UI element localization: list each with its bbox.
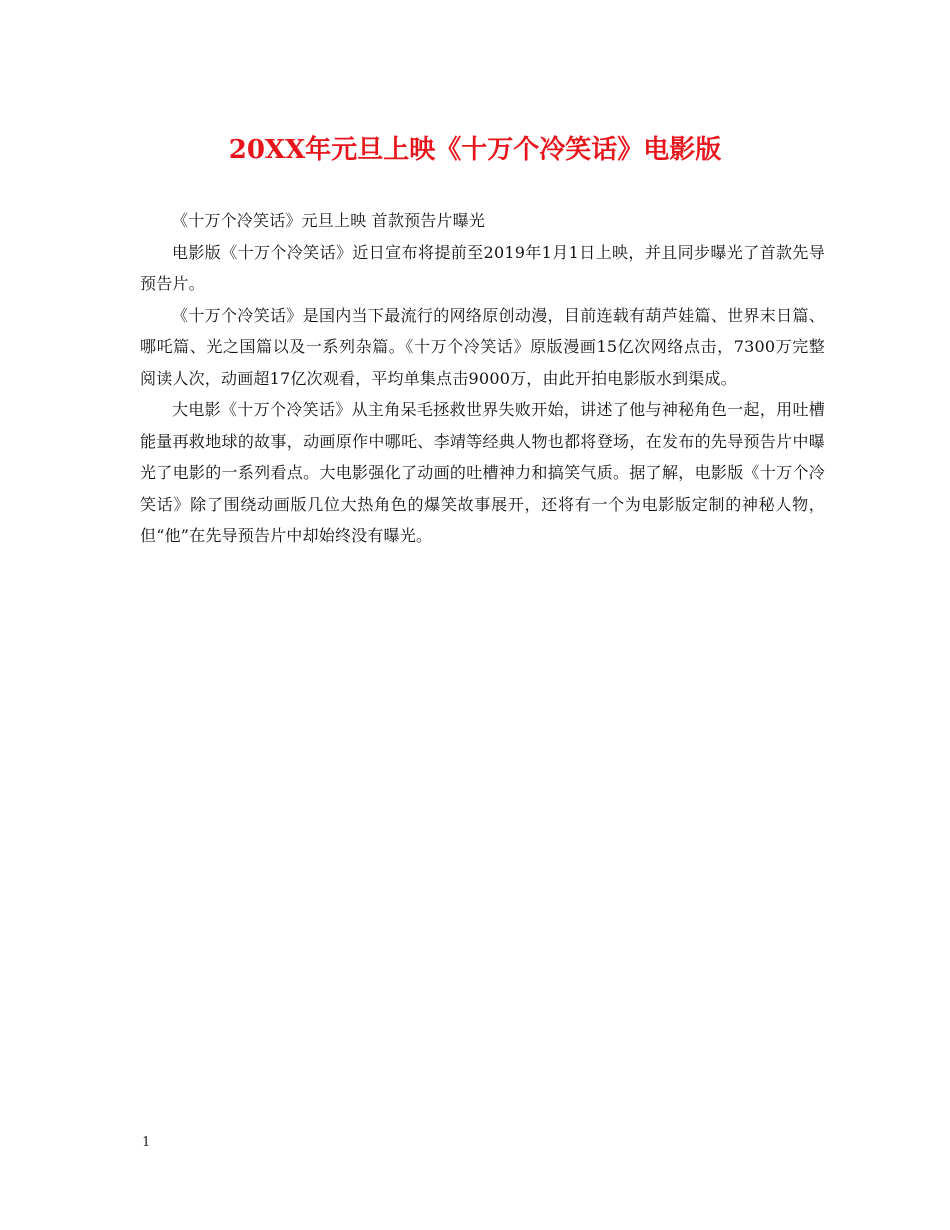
page-number: 1 — [142, 1135, 151, 1150]
paragraph-story: 大电影《十万个冷笑话》从主角呆毛拯救世界失败开始，讲述了他与神秘角色一起，用吐槽能量再救地球的故事，动画原作中哪吒、李靖等经典人物也都将登场，在发布的先导预告片中曝光了电影的一系列看点。大电影强化了动画的吐槽神力和搞笑气质。据了解，电影版《十万个冷笑话》除了围绕动画版几位大热角色的爆笑故事展开，还将有一个为电影版定制的神秘人物，但“他”在先导预告片中却始终没有曝光。 — [140, 400, 825, 545]
paragraph-subtitle: 《十万个冷笑话》元旦上映 首款预告片曝光 — [172, 211, 486, 230]
document-body — [140, 205, 825, 552]
paragraph-release: 电影版《十万个冷笑话》近日宣布将提前至2019年1月1日上映，并且同步曝光了首款先导预告片。 — [140, 242, 825, 293]
paragraph-background: 《十万个冷笑话》是国内当下最流行的网络原创动漫，目前连载有葫芦娃篇、世界末日篇、哪吒篇、光之国篇以及一系列杂篇。《十万个冷笑话》原版漫画15亿次网络点击，7300万完整阅读人次，动画超17亿次观看，平均单集点击9000万，由此开拍电影版水到渠成。 — [140, 305, 825, 388]
document-title: 20XX年元旦上映《十万个冷笑话》电影版 — [228, 135, 722, 165]
